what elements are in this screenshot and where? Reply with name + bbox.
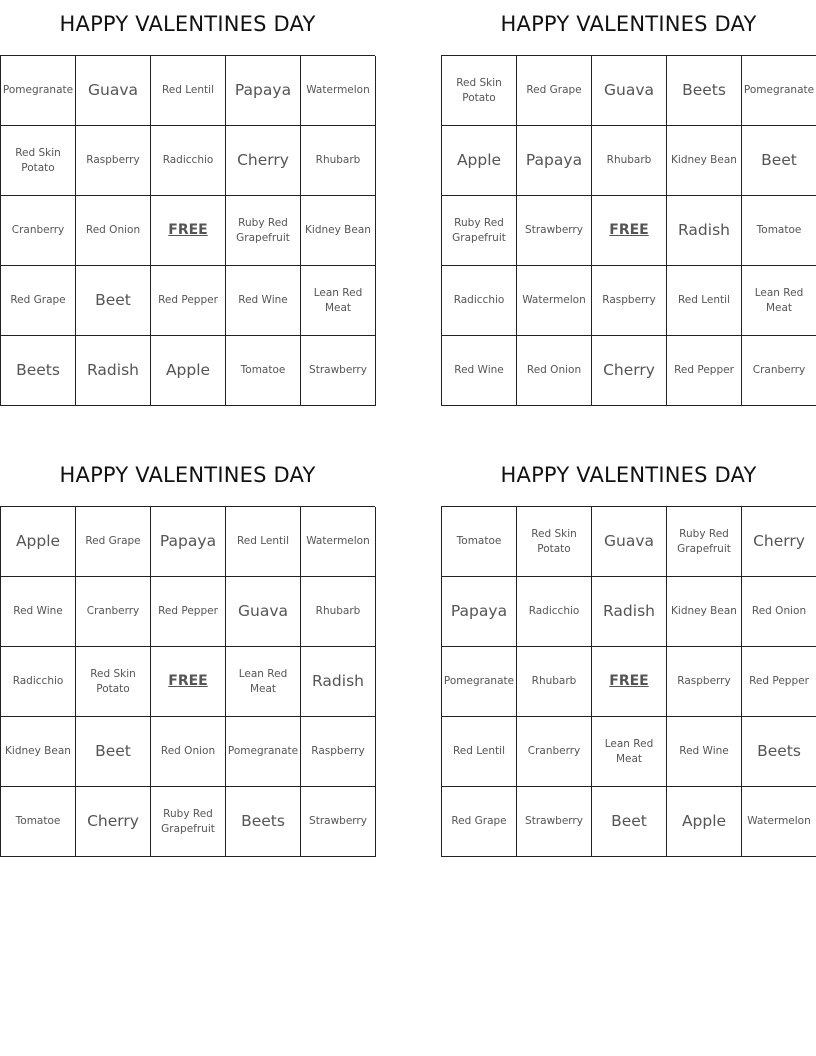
bingo-cell: Papaya bbox=[442, 577, 517, 647]
bingo-cell: Red Lentil bbox=[226, 507, 301, 577]
free-space: FREE bbox=[592, 647, 667, 717]
bingo-card-2 bbox=[441, 12, 816, 406]
bingo-cell: Rhubarb bbox=[592, 126, 667, 196]
bingo-cell: Rhubarb bbox=[517, 647, 592, 717]
bingo-cell: Red Pepper bbox=[742, 647, 816, 717]
bingo-cell: Strawberry bbox=[301, 787, 376, 857]
bingo-cell: Ruby Red Grapefruit bbox=[442, 196, 517, 266]
bingo-cell: Apple bbox=[667, 787, 742, 857]
bingo-cell: Guava bbox=[226, 577, 301, 647]
bingo-cell: Apple bbox=[151, 336, 226, 406]
bingo-cell: Red Grape bbox=[442, 787, 517, 857]
bingo-cell: Red Lentil bbox=[151, 56, 226, 126]
bingo-cell: Beet bbox=[742, 126, 816, 196]
bingo-cell: Cranberry bbox=[76, 577, 151, 647]
bingo-cell: Red Wine bbox=[667, 717, 742, 787]
bingo-cell: Cherry bbox=[226, 126, 301, 196]
bingo-cell: Strawberry bbox=[517, 196, 592, 266]
bingo-cell: Beet bbox=[76, 717, 151, 787]
bingo-card-3 bbox=[0, 463, 375, 857]
bingo-cell: Raspberry bbox=[592, 266, 667, 336]
bingo-cell: Pomegranate bbox=[442, 647, 517, 717]
bingo-cell: Lean Red Meat bbox=[592, 717, 667, 787]
bingo-cell: Red Lentil bbox=[667, 266, 742, 336]
bingo-cell: Apple bbox=[1, 507, 76, 577]
bingo-cell: Raspberry bbox=[667, 647, 742, 717]
bingo-cell: Radish bbox=[301, 647, 376, 717]
bingo-cell: Tomatoe bbox=[226, 336, 301, 406]
card-title: HAPPY VALENTINES DAY bbox=[500, 463, 757, 487]
bingo-cell: Kidney Bean bbox=[667, 577, 742, 647]
bingo-cell: Watermelon bbox=[301, 56, 376, 126]
bingo-cell: Red Onion bbox=[742, 577, 816, 647]
bingo-cell: Strawberry bbox=[517, 787, 592, 857]
bingo-cell: Watermelon bbox=[742, 787, 816, 857]
bingo-cell: Watermelon bbox=[301, 507, 376, 577]
bingo-cell: Red Skin Potato bbox=[517, 507, 592, 577]
bingo-cell: Apple bbox=[442, 126, 517, 196]
bingo-cell: Pomegranate bbox=[226, 717, 301, 787]
free-space: FREE bbox=[151, 196, 226, 266]
bingo-cell: Red Pepper bbox=[667, 336, 742, 406]
bingo-cell: Pomegranate bbox=[1, 56, 76, 126]
bingo-cell: Cherry bbox=[76, 787, 151, 857]
bingo-cell: Rhubarb bbox=[301, 126, 376, 196]
bingo-cell: Cranberry bbox=[742, 336, 816, 406]
bingo-cell: Lean Red Meat bbox=[301, 266, 376, 336]
bingo-cell: Red Wine bbox=[226, 266, 301, 336]
bingo-cell: Pomegranate bbox=[742, 56, 816, 126]
bingo-cell: Beet bbox=[76, 266, 151, 336]
bingo-cell: Ruby Red Grapefruit bbox=[226, 196, 301, 266]
bingo-cell: Raspberry bbox=[301, 717, 376, 787]
bingo-card-4 bbox=[441, 463, 816, 857]
bingo-cell: Red Grape bbox=[76, 507, 151, 577]
bingo-cell: Radish bbox=[592, 577, 667, 647]
bingo-cell: Kidney Bean bbox=[1, 717, 76, 787]
bingo-cell: Rhubarb bbox=[301, 577, 376, 647]
card-title: HAPPY VALENTINES DAY bbox=[500, 12, 757, 36]
bingo-cell: Kidney Bean bbox=[667, 126, 742, 196]
bingo-cell: Guava bbox=[592, 56, 667, 126]
bingo-cell: Beets bbox=[1, 336, 76, 406]
bingo-cell: Red Wine bbox=[442, 336, 517, 406]
bingo-cell: Red Onion bbox=[151, 717, 226, 787]
bingo-cell: Raspberry bbox=[76, 126, 151, 196]
bingo-cell: Red Lentil bbox=[442, 717, 517, 787]
bingo-cell: Beets bbox=[742, 717, 816, 787]
bingo-cell: Lean Red Meat bbox=[742, 266, 816, 336]
bingo-grid bbox=[441, 506, 816, 857]
bingo-cell: Tomatoe bbox=[1, 787, 76, 857]
bingo-grid bbox=[0, 55, 375, 406]
bingo-cell: Radicchio bbox=[517, 577, 592, 647]
bingo-cell: Cranberry bbox=[517, 717, 592, 787]
free-space: FREE bbox=[151, 647, 226, 717]
bingo-cell: Red Pepper bbox=[151, 266, 226, 336]
bingo-cell: Papaya bbox=[517, 126, 592, 196]
bingo-cell: Red Pepper bbox=[151, 577, 226, 647]
bingo-cell: Ruby Red Grapefruit bbox=[151, 787, 226, 857]
bingo-cell: Radicchio bbox=[151, 126, 226, 196]
bingo-cell: Red Skin Potato bbox=[442, 56, 517, 126]
bingo-cell: Guava bbox=[76, 56, 151, 126]
bingo-cell: Red Skin Potato bbox=[1, 126, 76, 196]
bingo-cell: Red Grape bbox=[1, 266, 76, 336]
bingo-card-1 bbox=[0, 12, 375, 406]
bingo-cell: Radish bbox=[667, 196, 742, 266]
bingo-cell: Ruby Red Grapefruit bbox=[667, 507, 742, 577]
bingo-cell: Watermelon bbox=[517, 266, 592, 336]
bingo-grid bbox=[441, 55, 816, 406]
card-title: HAPPY VALENTINES DAY bbox=[59, 12, 316, 36]
bingo-cell: Guava bbox=[592, 507, 667, 577]
card-title: HAPPY VALENTINES DAY bbox=[59, 463, 316, 487]
bingo-cell: Beets bbox=[226, 787, 301, 857]
bingo-cell: Red Onion bbox=[517, 336, 592, 406]
bingo-cell: Radish bbox=[76, 336, 151, 406]
bingo-cell: Strawberry bbox=[301, 336, 376, 406]
bingo-cell: Papaya bbox=[151, 507, 226, 577]
bingo-cell: Lean Red Meat bbox=[226, 647, 301, 717]
bingo-cell: Radicchio bbox=[442, 266, 517, 336]
bingo-cell: Radicchio bbox=[1, 647, 76, 717]
bingo-cell: Tomatoe bbox=[442, 507, 517, 577]
bingo-cell: Kidney Bean bbox=[301, 196, 376, 266]
bingo-grid bbox=[0, 506, 375, 857]
bingo-cell: Red Skin Potato bbox=[76, 647, 151, 717]
bingo-cell: Red Wine bbox=[1, 577, 76, 647]
bingo-cell: Cherry bbox=[592, 336, 667, 406]
bingo-cell: Beets bbox=[667, 56, 742, 126]
bingo-cell: Beet bbox=[592, 787, 667, 857]
bingo-cell: Papaya bbox=[226, 56, 301, 126]
bingo-cell: Cherry bbox=[742, 507, 816, 577]
bingo-cell: Red Grape bbox=[517, 56, 592, 126]
bingo-cell: Tomatoe bbox=[742, 196, 816, 266]
bingo-cell: Cranberry bbox=[1, 196, 76, 266]
bingo-cell: Red Onion bbox=[76, 196, 151, 266]
free-space: FREE bbox=[592, 196, 667, 266]
